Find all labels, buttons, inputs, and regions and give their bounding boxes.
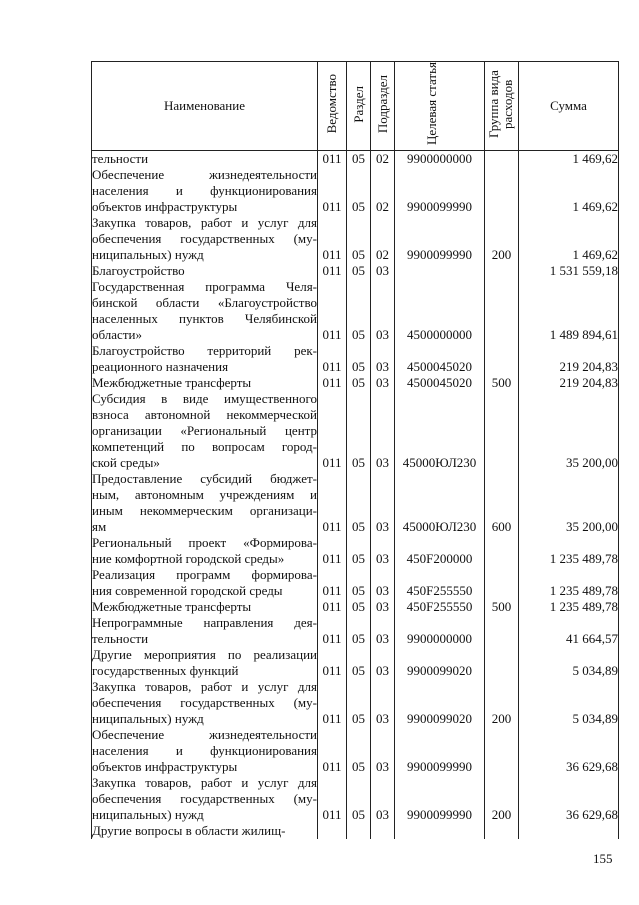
row-sum: 36 629,68: [519, 727, 619, 775]
row-subsection: 03: [371, 535, 395, 567]
row-dept: 011: [318, 279, 347, 343]
row-name: [92, 567, 318, 599]
row-subsection: 02: [371, 167, 395, 215]
row-dept: 011: [318, 151, 347, 168]
row-expense-group: [485, 343, 519, 375]
row-section: 05: [347, 391, 371, 471]
row-subsection: 02: [371, 151, 395, 168]
table-row: [92, 599, 619, 615]
row-sum: 35 200,00: [519, 471, 619, 535]
row-name-line: бинской области «Благоустройство: [92, 295, 317, 310]
row-section: 05: [347, 471, 371, 535]
row-subsection: 03: [371, 727, 395, 775]
row-section: 05: [347, 279, 371, 343]
row-dept: 011: [318, 167, 347, 215]
row-target: [395, 263, 485, 279]
row-name: [92, 599, 318, 615]
row-name-line: Реализация программ формирова-: [92, 567, 317, 582]
row-target: 9900099020: [395, 647, 485, 679]
row-name-line: ние комфортной городской среды»: [92, 551, 285, 566]
row-dept: 011: [318, 535, 347, 567]
header-section: Раздел: [347, 62, 371, 151]
row-target: 45000ЮЛ230: [395, 391, 485, 471]
row-target: 9900099990: [395, 775, 485, 823]
header-subsection: Подраздел: [371, 62, 395, 151]
row-name-line: ям: [92, 519, 107, 534]
table-row: [92, 823, 619, 839]
row-target: 45000ЮЛ230: [395, 471, 485, 535]
row-dept: 011: [318, 343, 347, 375]
row-name-line: обеспечения государственных (му-: [92, 695, 317, 710]
row-name: [92, 375, 318, 391]
row-name-line: Закупка товаров, работ и услуг для: [92, 215, 317, 230]
row-sum: 1 469,62: [519, 167, 619, 215]
row-name: [92, 775, 318, 823]
row-sum: 1 235 489,78: [519, 567, 619, 599]
row-subsection: [371, 823, 395, 839]
row-expense-group: 500: [485, 375, 519, 391]
row-name-line: организации «Региональный центр: [92, 423, 317, 438]
row-sum: [519, 823, 619, 839]
row-sum: 1 489 894,61: [519, 279, 619, 343]
row-subsection: 03: [371, 567, 395, 599]
row-expense-group: [485, 391, 519, 471]
row-name-line: Благоустройство территорий рек-: [92, 343, 317, 358]
row-name-line: Закупка товаров, работ и услуг для: [92, 679, 317, 694]
row-target: 9900000000: [395, 615, 485, 647]
row-subsection: 03: [371, 615, 395, 647]
row-name-line: ным, автономным учреждениям и: [92, 487, 317, 502]
row-section: 05: [347, 167, 371, 215]
table-row: [92, 615, 619, 647]
row-name-line: области»: [92, 327, 142, 342]
row-sum: 35 200,00: [519, 391, 619, 471]
row-subsection: 03: [371, 599, 395, 615]
row-subsection: 03: [371, 391, 395, 471]
row-target: 9900000000: [395, 151, 485, 168]
row-name: [92, 615, 318, 647]
row-sum: 5 034,89: [519, 679, 619, 727]
row-name-line: ниципальных) нужд: [92, 807, 204, 822]
row-name-line: Региональный проект «Формирова-: [92, 535, 317, 550]
page-number: 155: [593, 851, 613, 866]
table-row: [92, 535, 619, 567]
row-sum: 41 664,57: [519, 615, 619, 647]
row-name-line: ниципальных) нужд: [92, 711, 204, 726]
row-name-line: населения и функционирования: [92, 183, 317, 198]
row-name: [92, 343, 318, 375]
row-section: 05: [347, 151, 371, 168]
row-subsection: 03: [371, 343, 395, 375]
table-row: [92, 279, 619, 343]
row-subsection: 03: [371, 775, 395, 823]
row-dept: 011: [318, 599, 347, 615]
row-dept: 011: [318, 391, 347, 471]
table-row: [92, 471, 619, 535]
table-header: [92, 62, 619, 151]
row-dept: 011: [318, 375, 347, 391]
row-name: [92, 535, 318, 567]
table-row: [92, 391, 619, 471]
row-dept: 011: [318, 615, 347, 647]
row-expense-group: [485, 535, 519, 567]
row-name-line: государственных функций: [92, 663, 239, 678]
row-name-line: Благоустройство: [92, 263, 185, 278]
row-name: [92, 263, 318, 279]
row-section: 05: [347, 263, 371, 279]
row-sum: 1 235 489,78: [519, 535, 619, 567]
row-name-line: взноса автономной некоммерческой: [92, 407, 317, 422]
row-name-line: тельности: [92, 631, 149, 646]
table-body: [92, 151, 619, 840]
row-expense-group: [485, 615, 519, 647]
row-name-line: населения и функционирования: [92, 743, 317, 758]
row-expense-group: 200: [485, 679, 519, 727]
row-target: 9900099990: [395, 167, 485, 215]
row-name-line: обеспечения государственных (му-: [92, 231, 317, 246]
header-target: Целевая статья: [395, 62, 485, 151]
table-row: [92, 263, 619, 279]
table-row: [92, 679, 619, 727]
row-name-line: Непрограммные направления дея-: [92, 615, 317, 630]
row-target: [395, 823, 485, 839]
row-name-line: объектов инфраструктуры: [92, 759, 238, 774]
table-row: [92, 775, 619, 823]
row-name-line: компетенций по вопросам город-: [92, 439, 317, 454]
row-expense-group: 200: [485, 775, 519, 823]
row-expense-group: [485, 279, 519, 343]
row-section: 05: [347, 775, 371, 823]
table-row: [92, 167, 619, 215]
row-name: [92, 279, 318, 343]
row-name: [92, 647, 318, 679]
row-dept: 011: [318, 567, 347, 599]
row-section: 05: [347, 727, 371, 775]
header-name: Наименование: [92, 62, 318, 151]
row-expense-group: [485, 263, 519, 279]
row-name-line: Другие мероприятия по реализации: [92, 647, 317, 662]
row-name: [92, 167, 318, 215]
row-sum: 1 469,62: [519, 151, 619, 168]
row-expense-group: 600: [485, 471, 519, 535]
row-section: 05: [347, 535, 371, 567]
row-expense-group: [485, 647, 519, 679]
row-name: [92, 823, 318, 839]
row-name: [92, 215, 318, 263]
row-target: 9900099020: [395, 679, 485, 727]
row-target: 450F255550: [395, 599, 485, 615]
row-target: 4500045020: [395, 343, 485, 375]
row-section: 05: [347, 567, 371, 599]
row-name-line: Государственная программа Челя-: [92, 279, 317, 294]
table-row: [92, 343, 619, 375]
row-sum: 219 204,83: [519, 375, 619, 391]
table-row: [92, 647, 619, 679]
row-sum: 1 469,62: [519, 215, 619, 263]
row-name-line: Закупка товаров, работ и услуг для: [92, 775, 317, 790]
row-dept: 011: [318, 215, 347, 263]
row-name-line: Предоставление субсидий бюджет-: [92, 471, 317, 486]
row-dept: 011: [318, 471, 347, 535]
row-name: [92, 679, 318, 727]
row-subsection: 03: [371, 279, 395, 343]
row-name-line: обеспечения государственных (му-: [92, 791, 317, 806]
row-name-line: объектов инфраструктуры: [92, 199, 238, 214]
row-name-line: Межбюджетные трансферты: [92, 375, 252, 390]
row-target: 9900099990: [395, 727, 485, 775]
header-dept: Ведомство: [318, 62, 347, 151]
row-sum: 5 034,89: [519, 647, 619, 679]
row-dept: 011: [318, 727, 347, 775]
row-name-line: Обеспечение жизнедеятельности: [92, 727, 317, 742]
row-expense-group: [485, 823, 519, 839]
row-section: 05: [347, 615, 371, 647]
row-section: 05: [347, 215, 371, 263]
row-section: 05: [347, 599, 371, 615]
row-name-line: Другие вопросы в области жилищ-: [92, 823, 286, 838]
row-name-line: тельности: [92, 151, 149, 166]
row-target: 4500000000: [395, 279, 485, 343]
row-expense-group: [485, 151, 519, 168]
row-expense-group: [485, 567, 519, 599]
row-section: 05: [347, 679, 371, 727]
row-target: 450F200000: [395, 535, 485, 567]
table-row: [92, 151, 619, 168]
row-expense-group: [485, 727, 519, 775]
row-name-line: ской среды»: [92, 455, 160, 470]
row-dept: 011: [318, 263, 347, 279]
row-expense-group: [485, 167, 519, 215]
row-name-line: ния современной городской среды: [92, 583, 283, 598]
row-name: [92, 471, 318, 535]
row-name-line: ниципальных) нужд: [92, 247, 204, 262]
table-row: [92, 727, 619, 775]
row-name-line: населенных пунктов Челябинской: [92, 311, 317, 326]
table-row: [92, 215, 619, 263]
row-section: 05: [347, 647, 371, 679]
row-section: [347, 823, 371, 839]
row-name-line: реационного назначения: [92, 359, 229, 374]
row-name: [92, 391, 318, 471]
row-expense-group: 500: [485, 599, 519, 615]
header-sum: Сумма: [519, 62, 619, 151]
row-expense-group: 200: [485, 215, 519, 263]
row-target: 450F255550: [395, 567, 485, 599]
row-name-line: Субсидия в виде имущественного: [92, 391, 317, 406]
row-subsection: 03: [371, 679, 395, 727]
row-subsection: 03: [371, 647, 395, 679]
row-dept: 011: [318, 647, 347, 679]
row-section: 05: [347, 343, 371, 375]
row-sum: 1 531 559,18: [519, 263, 619, 279]
row-dept: [318, 823, 347, 839]
row-sum: 36 629,68: [519, 775, 619, 823]
table-row: [92, 567, 619, 599]
row-sum: 219 204,83: [519, 343, 619, 375]
row-name-line: иным некоммерческим организаци-: [92, 503, 317, 518]
row-dept: 011: [318, 775, 347, 823]
row-subsection: 02: [371, 215, 395, 263]
budget-table: [91, 61, 619, 839]
table-row: [92, 375, 619, 391]
row-sum: 1 235 489,78: [519, 599, 619, 615]
row-section: 05: [347, 375, 371, 391]
row-target: 9900099990: [395, 215, 485, 263]
row-name-line: Обеспечение жизнедеятельности: [92, 167, 317, 182]
row-name: [92, 727, 318, 775]
row-name: [92, 151, 318, 168]
row-name-line: Межбюджетные трансферты: [92, 599, 252, 614]
row-subsection: 03: [371, 375, 395, 391]
row-subsection: 03: [371, 471, 395, 535]
row-subsection: 03: [371, 263, 395, 279]
header-expense-group: Группа вида расходов: [485, 62, 519, 151]
row-dept: 011: [318, 679, 347, 727]
row-target: 4500045020: [395, 375, 485, 391]
